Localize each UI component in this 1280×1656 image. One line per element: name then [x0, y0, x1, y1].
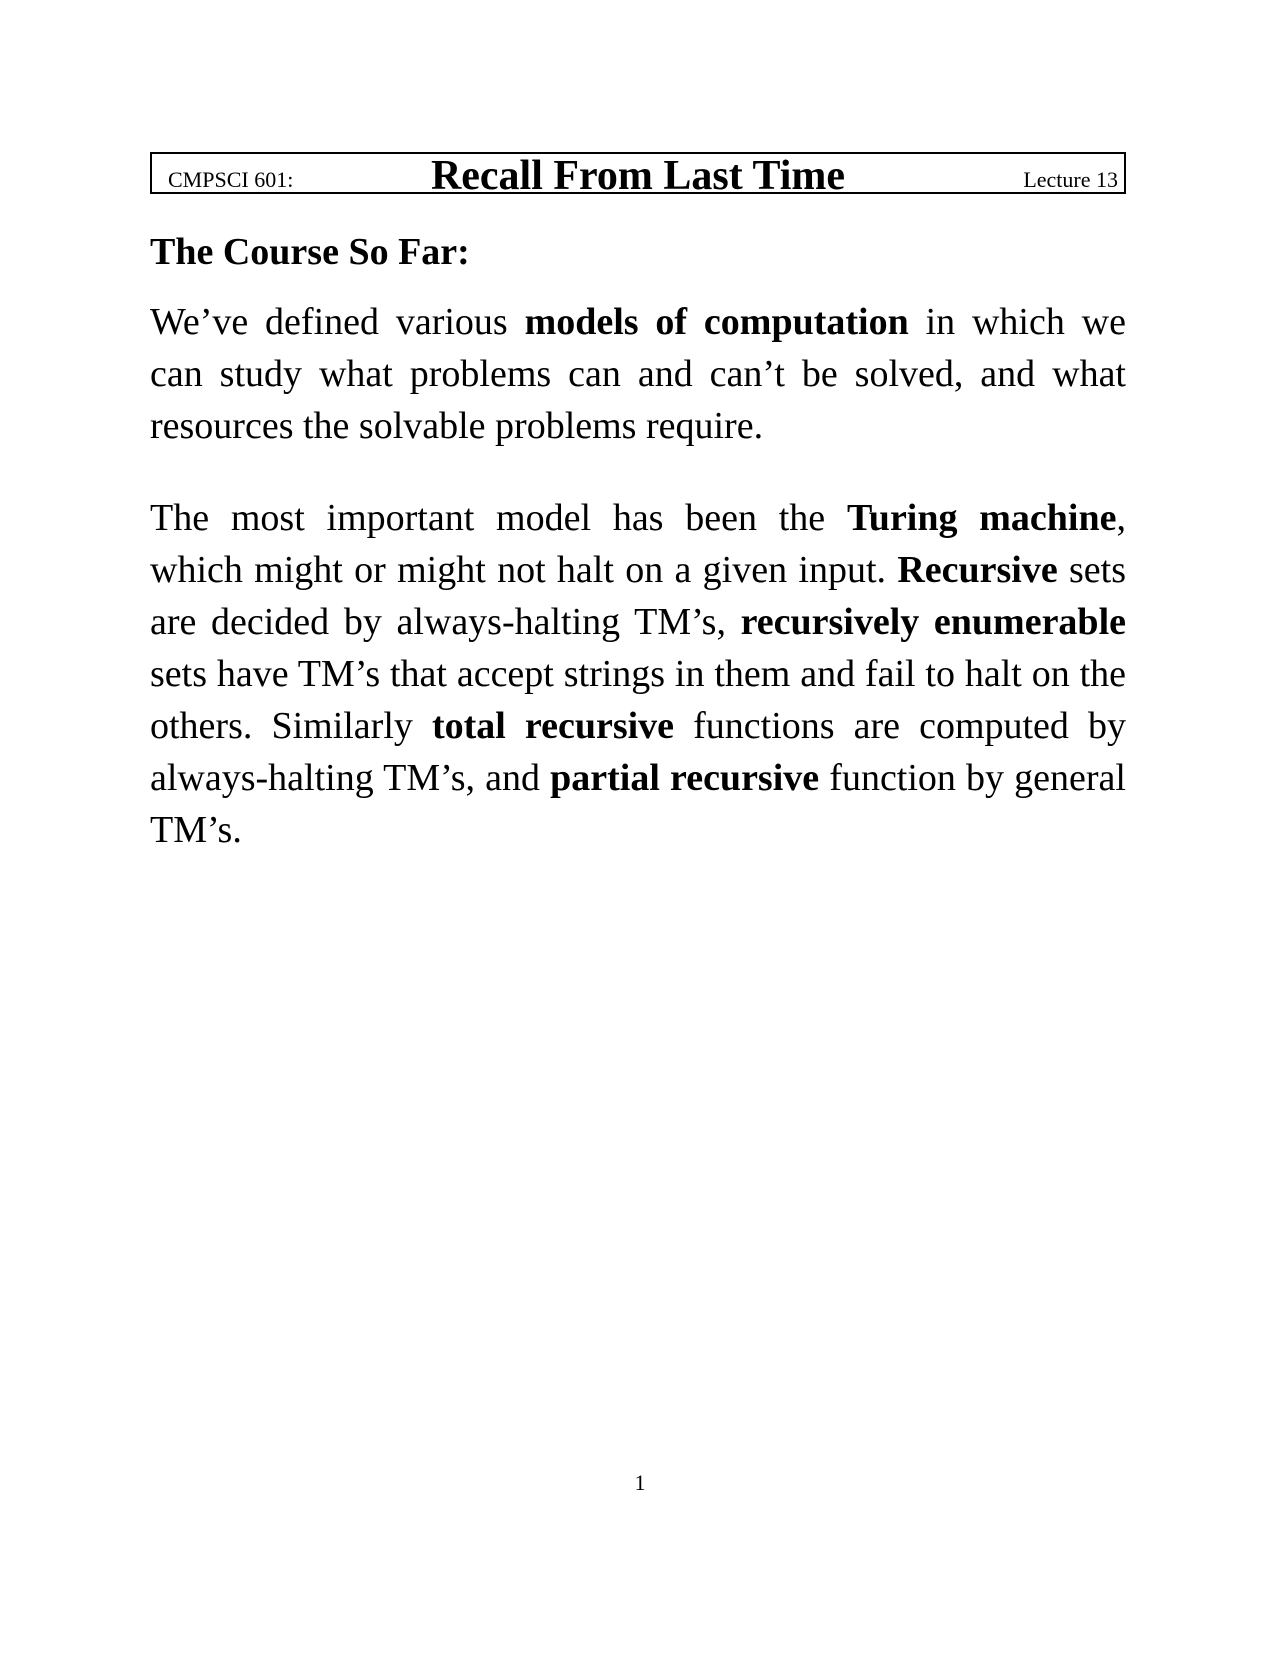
- bold-term: partial recursive: [550, 757, 820, 799]
- bold-term: models of computation: [524, 301, 909, 343]
- page-number: 1: [634, 1470, 646, 1495]
- course-label: CMPSCI 601:: [168, 167, 294, 192]
- bold-term: Turing machine: [846, 497, 1117, 539]
- paragraph-text: , which might or might not halt on a given input.: [150, 497, 1126, 591]
- paragraph-text: function by general TM’s.: [150, 757, 1126, 851]
- paragraph-text: sets have TM’s that accept strings in them and fail to halt on the others. Similarly: [150, 653, 1126, 747]
- section-heading: The Course So Far:: [150, 231, 470, 273]
- bold-term: Recursive: [897, 549, 1058, 591]
- paragraph-turing: [150, 492, 1126, 856]
- paragraph-text: sets are decided by always-halting TM’s,: [150, 549, 1127, 643]
- slide-title: Recall From Last Time: [430, 153, 846, 199]
- paragraph-text: The most important model has been the: [150, 497, 847, 539]
- lecture-label: Lecture 13: [1023, 167, 1118, 192]
- paragraph-text: in which we can study what problems can and can’t be solved, and what resources the solvable problems require.: [150, 301, 1126, 447]
- paragraph-models: [150, 296, 1126, 452]
- bold-term: recursively enumerable: [740, 601, 1126, 643]
- paragraph-text: functions are computed by always-halting TM’s, and: [150, 705, 1126, 799]
- bold-term: total recursive: [431, 705, 675, 747]
- slide-header: [150, 152, 1126, 199]
- paragraph-text: We’ve defined various: [150, 301, 525, 343]
